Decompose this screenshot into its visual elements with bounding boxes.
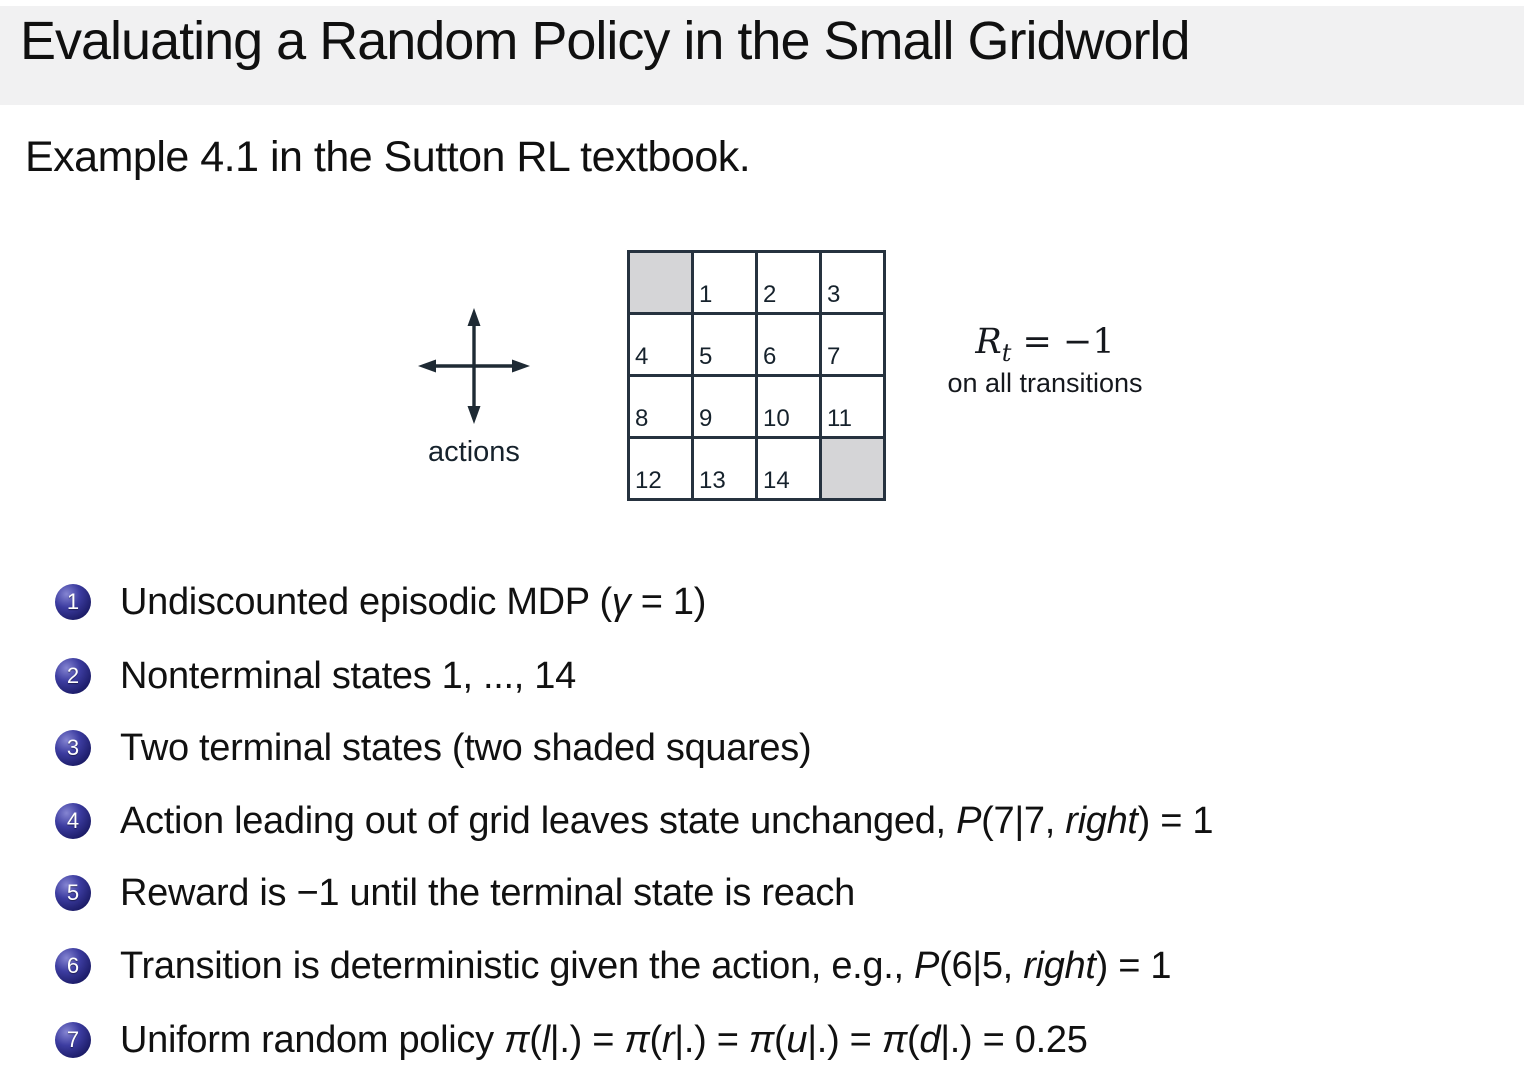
text-segment: Transition is deterministic given the action, e.g., <box>120 944 915 987</box>
grid-cell: 2 <box>757 252 821 314</box>
text-segment: |.) = <box>674 1018 749 1061</box>
text-segment: π <box>624 1018 650 1061</box>
text-segment: |.) = <box>807 1018 882 1061</box>
grid-cell-terminal <box>629 252 693 314</box>
list-item-1 <box>55 580 706 624</box>
text-segment: Reward is <box>120 871 297 914</box>
text-segment: P <box>956 799 982 842</box>
text-segment: right <box>1023 944 1096 987</box>
text-segment: u <box>786 1018 808 1061</box>
item-number-badge: 2 <box>55 658 91 694</box>
subtitle: Example 4.1 in the Sutton RL textbook. <box>25 133 751 181</box>
grid-cell: 8 <box>629 376 693 438</box>
page-title: Evaluating a Random Policy in the Small Gridworld <box>20 11 1190 71</box>
list-item-2 <box>55 654 576 698</box>
text-segment: Uniform random policy <box>120 1018 505 1061</box>
text-segment: P <box>914 944 940 987</box>
text-segment: Nonterminal states <box>120 654 442 697</box>
grid-cell: 6 <box>757 314 821 376</box>
grid-cell: 4 <box>629 314 693 376</box>
text-segment: l <box>541 1018 550 1061</box>
text-segment: ) = 1 <box>1095 944 1172 987</box>
text-segment: d <box>919 1018 941 1061</box>
grid-cell-terminal <box>821 438 885 500</box>
grid-cell: 7 <box>821 314 885 376</box>
item-number-badge: 6 <box>55 948 91 984</box>
reward-value: = −1 <box>1011 322 1115 362</box>
reward-formula <box>905 322 1185 367</box>
grid-row <box>629 376 885 438</box>
text-segment: |.) = <box>549 1018 625 1061</box>
list-item-6 <box>55 944 1171 988</box>
text-segment: π <box>748 1018 775 1061</box>
list-item-text <box>120 655 576 698</box>
list-item-text <box>120 945 1171 988</box>
text-segment: r <box>661 1018 675 1061</box>
grid-row <box>629 252 885 314</box>
text-segment: Action leading out of grid leaves state unchanged, <box>120 799 957 842</box>
actions-label: actions <box>428 436 520 468</box>
text-segment: γ <box>611 580 631 623</box>
text-segment: ( <box>649 1018 662 1061</box>
text-segment: ) = 1 <box>1137 799 1214 842</box>
gridworld-grid <box>627 250 886 501</box>
list-item-text <box>120 581 706 624</box>
reward-annotation <box>905 322 1185 399</box>
text-segment: ( <box>529 1018 542 1061</box>
list-item-text <box>120 800 1213 843</box>
text-segment: π <box>881 1018 907 1061</box>
list-item-4 <box>55 799 1213 843</box>
item-number-badge: 3 <box>55 730 91 766</box>
text-segment: right <box>1065 799 1138 842</box>
grid-cell: 10 <box>757 376 821 438</box>
text-segment: (6|5, <box>939 944 1024 987</box>
reward-caption: on all transitions <box>947 368 1143 398</box>
item-number-badge: 5 <box>55 875 91 911</box>
text-segment: ( <box>774 1018 787 1061</box>
list-item-5 <box>55 871 855 915</box>
grid-cell: 13 <box>693 438 757 500</box>
reward-subscript: t <box>1001 339 1012 367</box>
grid-cell: 1 <box>693 252 757 314</box>
grid-cell: 3 <box>821 252 885 314</box>
list-item-3 <box>55 726 811 770</box>
list-item-text <box>120 1019 1088 1062</box>
text-segment: Two terminal states (two shaded squares) <box>120 726 812 769</box>
grid-row <box>629 314 885 376</box>
grid-row <box>629 438 885 500</box>
list-item-7 <box>55 1018 1088 1062</box>
text-segment: ( <box>599 580 612 623</box>
text-segment: = 1) <box>630 580 707 623</box>
grid-cell: 11 <box>821 376 885 438</box>
grid-cell: 5 <box>693 314 757 376</box>
text-segment: 1, ..., 14 <box>441 654 576 697</box>
text-segment: π <box>504 1018 530 1061</box>
actions-cross-icon <box>408 300 540 434</box>
list-item-text <box>120 872 855 915</box>
item-number-badge: 1 <box>55 584 91 620</box>
text-segment: until the terminal state is reach <box>339 871 855 914</box>
grid-cell: 9 <box>693 376 757 438</box>
text-segment: |.) = 0.25 <box>940 1018 1088 1061</box>
text-segment: −1 <box>296 871 340 914</box>
grid-cell: 12 <box>629 438 693 500</box>
item-number-badge: 4 <box>55 803 91 839</box>
grid-cell: 14 <box>757 438 821 500</box>
reward-var: R <box>975 322 1002 362</box>
list-item-text <box>120 727 811 770</box>
item-number-badge: 7 <box>55 1022 91 1058</box>
text-segment: (7|7, <box>981 799 1066 842</box>
text-segment: Undiscounted episodic MDP <box>120 580 600 623</box>
text-segment: ( <box>907 1018 920 1061</box>
